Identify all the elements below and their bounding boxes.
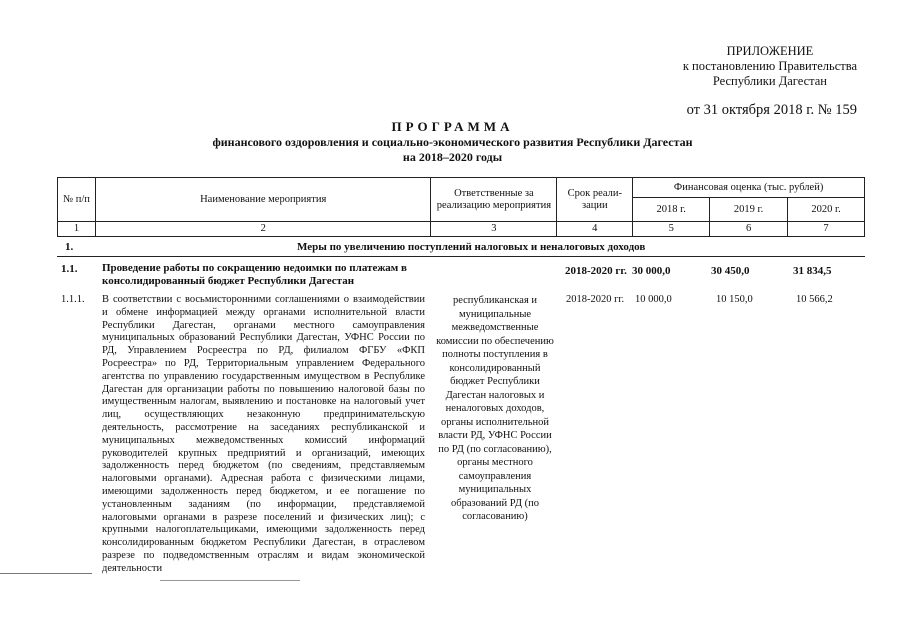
- section-number: 1.: [65, 241, 74, 253]
- appendix-label: ПРИЛОЖЕНИЕ: [726, 44, 814, 58]
- col-index: 5: [633, 222, 710, 237]
- row-number: 1.1.1.: [61, 294, 85, 305]
- appendix-authority: Республики Дагестан: [712, 74, 827, 88]
- appendix-decree: к постановлению Правительства: [682, 59, 857, 73]
- row-value-2020: 10 566,2: [796, 294, 833, 305]
- row-value-2019: 30 450,0: [711, 265, 750, 277]
- scan-artifact-line: [160, 580, 300, 581]
- col-index: 6: [710, 222, 788, 237]
- section-row: [57, 240, 865, 257]
- header-name: Наименование мероприятия: [95, 178, 430, 222]
- title-period: на 2018–2020 годы: [402, 150, 503, 164]
- document-title: [0, 118, 905, 165]
- row-description: В соответствии с восьмисторонними соглашениями о взаимодействии и обмене информацией между органами исполнительной власти Республики Дагестан, органами местного самоуправления муниципальных образований Республики Дагестан, УФНС России по РД, Управлением Росреестра по РД, филиалом ФГБУ «ФКП Росреестра» по РД, Территориальным управлением Федерального агентства по управлению государственным имуществом в Республике Дагестан для организации работы по повышению налоговой базы по имущественным налогам, выявлению и постановке на налоговый учет лиц, осуществляющих незаконную предпринимательскую деятельность, рассмотрение на заседаниях республиканской и муниципальных межведомственных комиссий информаций руководителей крупных предприятий и организаций, имеющих задолженность перед бюджетом (по сведениям, представляемым налоговыми органами). Адресная работа с физическими лицами, имеющими задолженность перед бюджетом, и ее погашение по установленным заданиям (по информации, представляемой налоговыми органами в разрезе поселений и физических лиц); с крупными налогоплательщиками, имеющими задолженность перед консолидированным бюджетом Республики Дагестан, в отраслевом разрезе по подведомственным отраслям и видам экономической деятельности: [102, 294, 425, 574]
- header-financial: Финансовая оценка (тыс. рублей): [633, 178, 865, 198]
- program-table: [57, 177, 865, 237]
- col-index: 4: [557, 222, 633, 237]
- header-year-2019: 2019 г.: [710, 198, 788, 222]
- header-year-2018: 2018 г.: [633, 198, 710, 222]
- row-value-2018: 10 000,0: [635, 294, 672, 305]
- col-index: 7: [788, 222, 865, 237]
- row-responsible: республиканская и муниципальные межведомственные комиссии по обеспечению полноты поступления в консолидированный бюджет Республики Дагестан налоговых и неналоговых доходов, органы исполнительной власти РД, УФНС России по РД (по согласованию), органы местного самоуправления муниципальных образований РД (по согласованию): [436, 295, 554, 522]
- row-value-2019: 10 150,0: [716, 294, 753, 305]
- row-title: Проведение работы по сокращению недоимки по платежам в консолидированный бюджет Республики Дагестан: [102, 262, 407, 287]
- row-value-2020: 31 834,5: [793, 265, 832, 277]
- row-period: 2018-2020 гг.: [565, 265, 627, 277]
- row-value-2018: 30 000,0: [632, 265, 671, 277]
- row-period: 2018-2020 гг.: [566, 294, 625, 305]
- appendix-date: от 31 октября 2018 г. № 159: [686, 102, 857, 118]
- col-index: 2: [95, 222, 430, 237]
- scan-artifact-line: [0, 573, 92, 574]
- col-index: 1: [58, 222, 96, 237]
- row-number: 1.1.: [61, 263, 78, 275]
- section-title: Меры по увеличению поступлений налоговых и неналоговых доходов: [297, 241, 646, 253]
- header-responsible: Ответственные за реализацию мероприятия: [431, 178, 557, 222]
- header-period: Срок реали-зации: [557, 178, 633, 222]
- appendix-header: [683, 44, 857, 118]
- title-subject: финансового оздоровления и социально-экономического развития Республики Дагестан: [212, 135, 693, 149]
- col-index: 3: [431, 222, 557, 237]
- header-year-2020: 2020 г.: [788, 198, 865, 222]
- header-number: № п/п: [58, 178, 96, 222]
- title-program: ПРОГРАММА: [391, 119, 514, 134]
